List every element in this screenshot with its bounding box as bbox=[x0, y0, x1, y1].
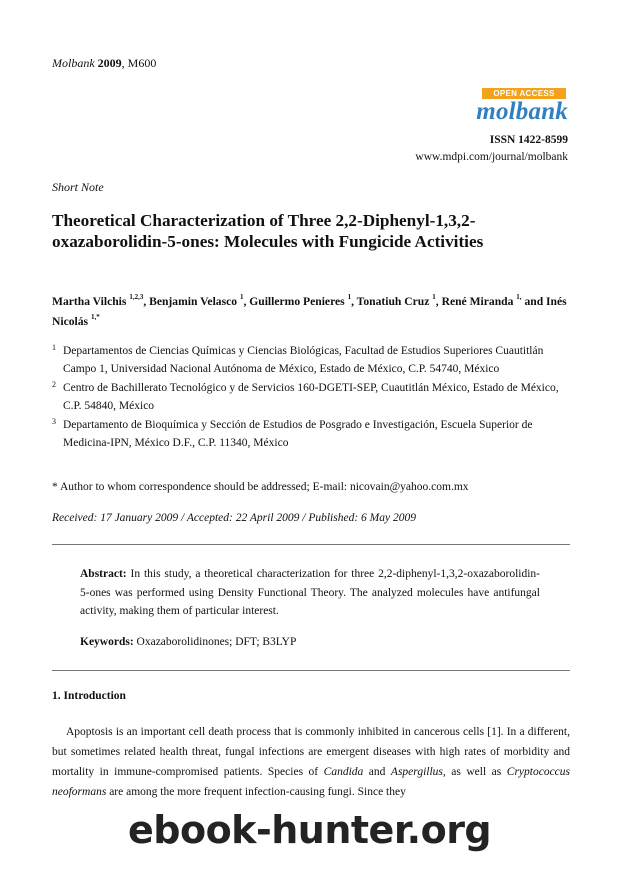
author-sup: 1,2,3 bbox=[129, 293, 144, 301]
affiliation-text: Departamentos de Ciencias Químicas y Ciencias Biológicas, Facultad de Estudios Superiores Cuautitlán Campo 1, Universidad Nacional Autónoma de México, Estado de México, C.P. 54740, México bbox=[63, 345, 544, 375]
divider-bottom bbox=[52, 670, 570, 671]
author-list bbox=[52, 292, 572, 332]
divider-top bbox=[52, 544, 570, 545]
affiliation-item bbox=[52, 342, 572, 378]
intro-species: Aspergillus bbox=[390, 766, 443, 778]
author-sep: , bbox=[143, 295, 150, 308]
journal-url[interactable]: www.mdpi.com/journal/molbank bbox=[415, 151, 568, 163]
affiliation-item bbox=[52, 379, 572, 415]
abstract bbox=[80, 565, 540, 621]
abstract-text: In this study, a theoretical characterization for three 2,2-diphenyl-1,3,2-oxazaborolidin-5-ones was performed using Density Functional Theory. The analyzed molecules have antifungal activity, making them of particular interest. bbox=[80, 568, 541, 617]
intro-text: Apoptosis is an important cell death process that is commonly inhibited in cancerous cells [1]. In a different, but sometimes related health threat, fungal infections are emergent diseases with high rates of morbidity and mortality in immune-compromised patients. Species of bbox=[52, 726, 570, 778]
author-name: Guillermo Penieres bbox=[249, 295, 345, 308]
intro-species: Candida bbox=[323, 766, 364, 778]
intro-text: are among the more frequent infection-causing fungi. Since they bbox=[106, 786, 406, 798]
author-sep: and bbox=[521, 295, 547, 308]
keywords bbox=[80, 636, 296, 648]
author-sep: , bbox=[351, 295, 357, 308]
affiliations bbox=[52, 342, 572, 453]
journal-name: Molbank bbox=[52, 56, 95, 70]
issn: ISSN 1422-8599 bbox=[489, 134, 568, 146]
affiliation-number: 3 bbox=[52, 417, 56, 426]
affiliation-text: Centro de Bachillerato Tecnológico y de Servicios 160-DGETI-SEP, Cuautitlán México, Estado de México, C.P. 54840, México bbox=[63, 382, 559, 412]
author-sep: , bbox=[243, 295, 250, 308]
intro-paragraph bbox=[52, 722, 570, 802]
introduction-body bbox=[52, 722, 570, 802]
watermark: ebook-hunter.org bbox=[128, 808, 492, 852]
intro-species: Cryptococcus neoformans bbox=[52, 766, 571, 798]
abstract-label: Abstract: bbox=[80, 568, 127, 580]
author-sup: 1 bbox=[239, 293, 244, 301]
author-name: Inés Nicolás bbox=[52, 295, 567, 328]
author-name: Tonatiuh Cruz bbox=[356, 295, 430, 308]
correspondence-note: * Author to whom correspondence should be addressed; E-mail: nicovain@yahoo.com.mx bbox=[52, 481, 469, 493]
open-access-badge: OPEN ACCESS bbox=[482, 88, 566, 99]
article-id: M600 bbox=[127, 56, 157, 70]
author-sup: 1,* bbox=[90, 313, 100, 321]
article-title: Theoretical Characterization of Three 2,2-Diphenyl-1,3,2-oxazaborolidin-5-ones: Molecules with Fungicide Activities bbox=[52, 211, 484, 251]
affiliation-text: Departamento de Bioquímica y Sección de Estudios de Posgrado e Investigación, Escuela Superior de Medicina-IPN, México D.F., C.P. 11340, México bbox=[63, 419, 533, 449]
journal-logo: molbank bbox=[476, 98, 568, 125]
author-name: Martha Vilchis bbox=[52, 295, 127, 308]
keywords-text: Oxazaborolidinones; DFT; B3LYP bbox=[136, 636, 297, 648]
intro-text: and bbox=[363, 766, 391, 778]
keywords-label: Keywords: bbox=[80, 636, 134, 648]
author-sup: 1, bbox=[516, 293, 522, 301]
author-name: Benjamin Velasco bbox=[149, 295, 238, 308]
intro-text: , as well as bbox=[442, 766, 507, 778]
section-heading: 1. Introduction bbox=[52, 690, 126, 702]
journal-citation: Molbank 2009, M600 bbox=[52, 56, 157, 70]
article-type: Short Note bbox=[52, 180, 104, 194]
author-name: René Miranda bbox=[441, 295, 514, 308]
affiliation-number: 1 bbox=[52, 343, 56, 352]
affiliation-item bbox=[52, 416, 572, 452]
author-sup: 1 bbox=[347, 293, 352, 301]
author-sup: 1 bbox=[432, 293, 436, 301]
journal-year: 2009 bbox=[97, 56, 122, 70]
affiliation-number: 2 bbox=[52, 380, 56, 389]
publication-dates: Received: 17 January 2009 / Accepted: 22 April 2009 / Published: 6 May 2009 bbox=[52, 512, 416, 524]
author-sep: , bbox=[435, 295, 442, 308]
